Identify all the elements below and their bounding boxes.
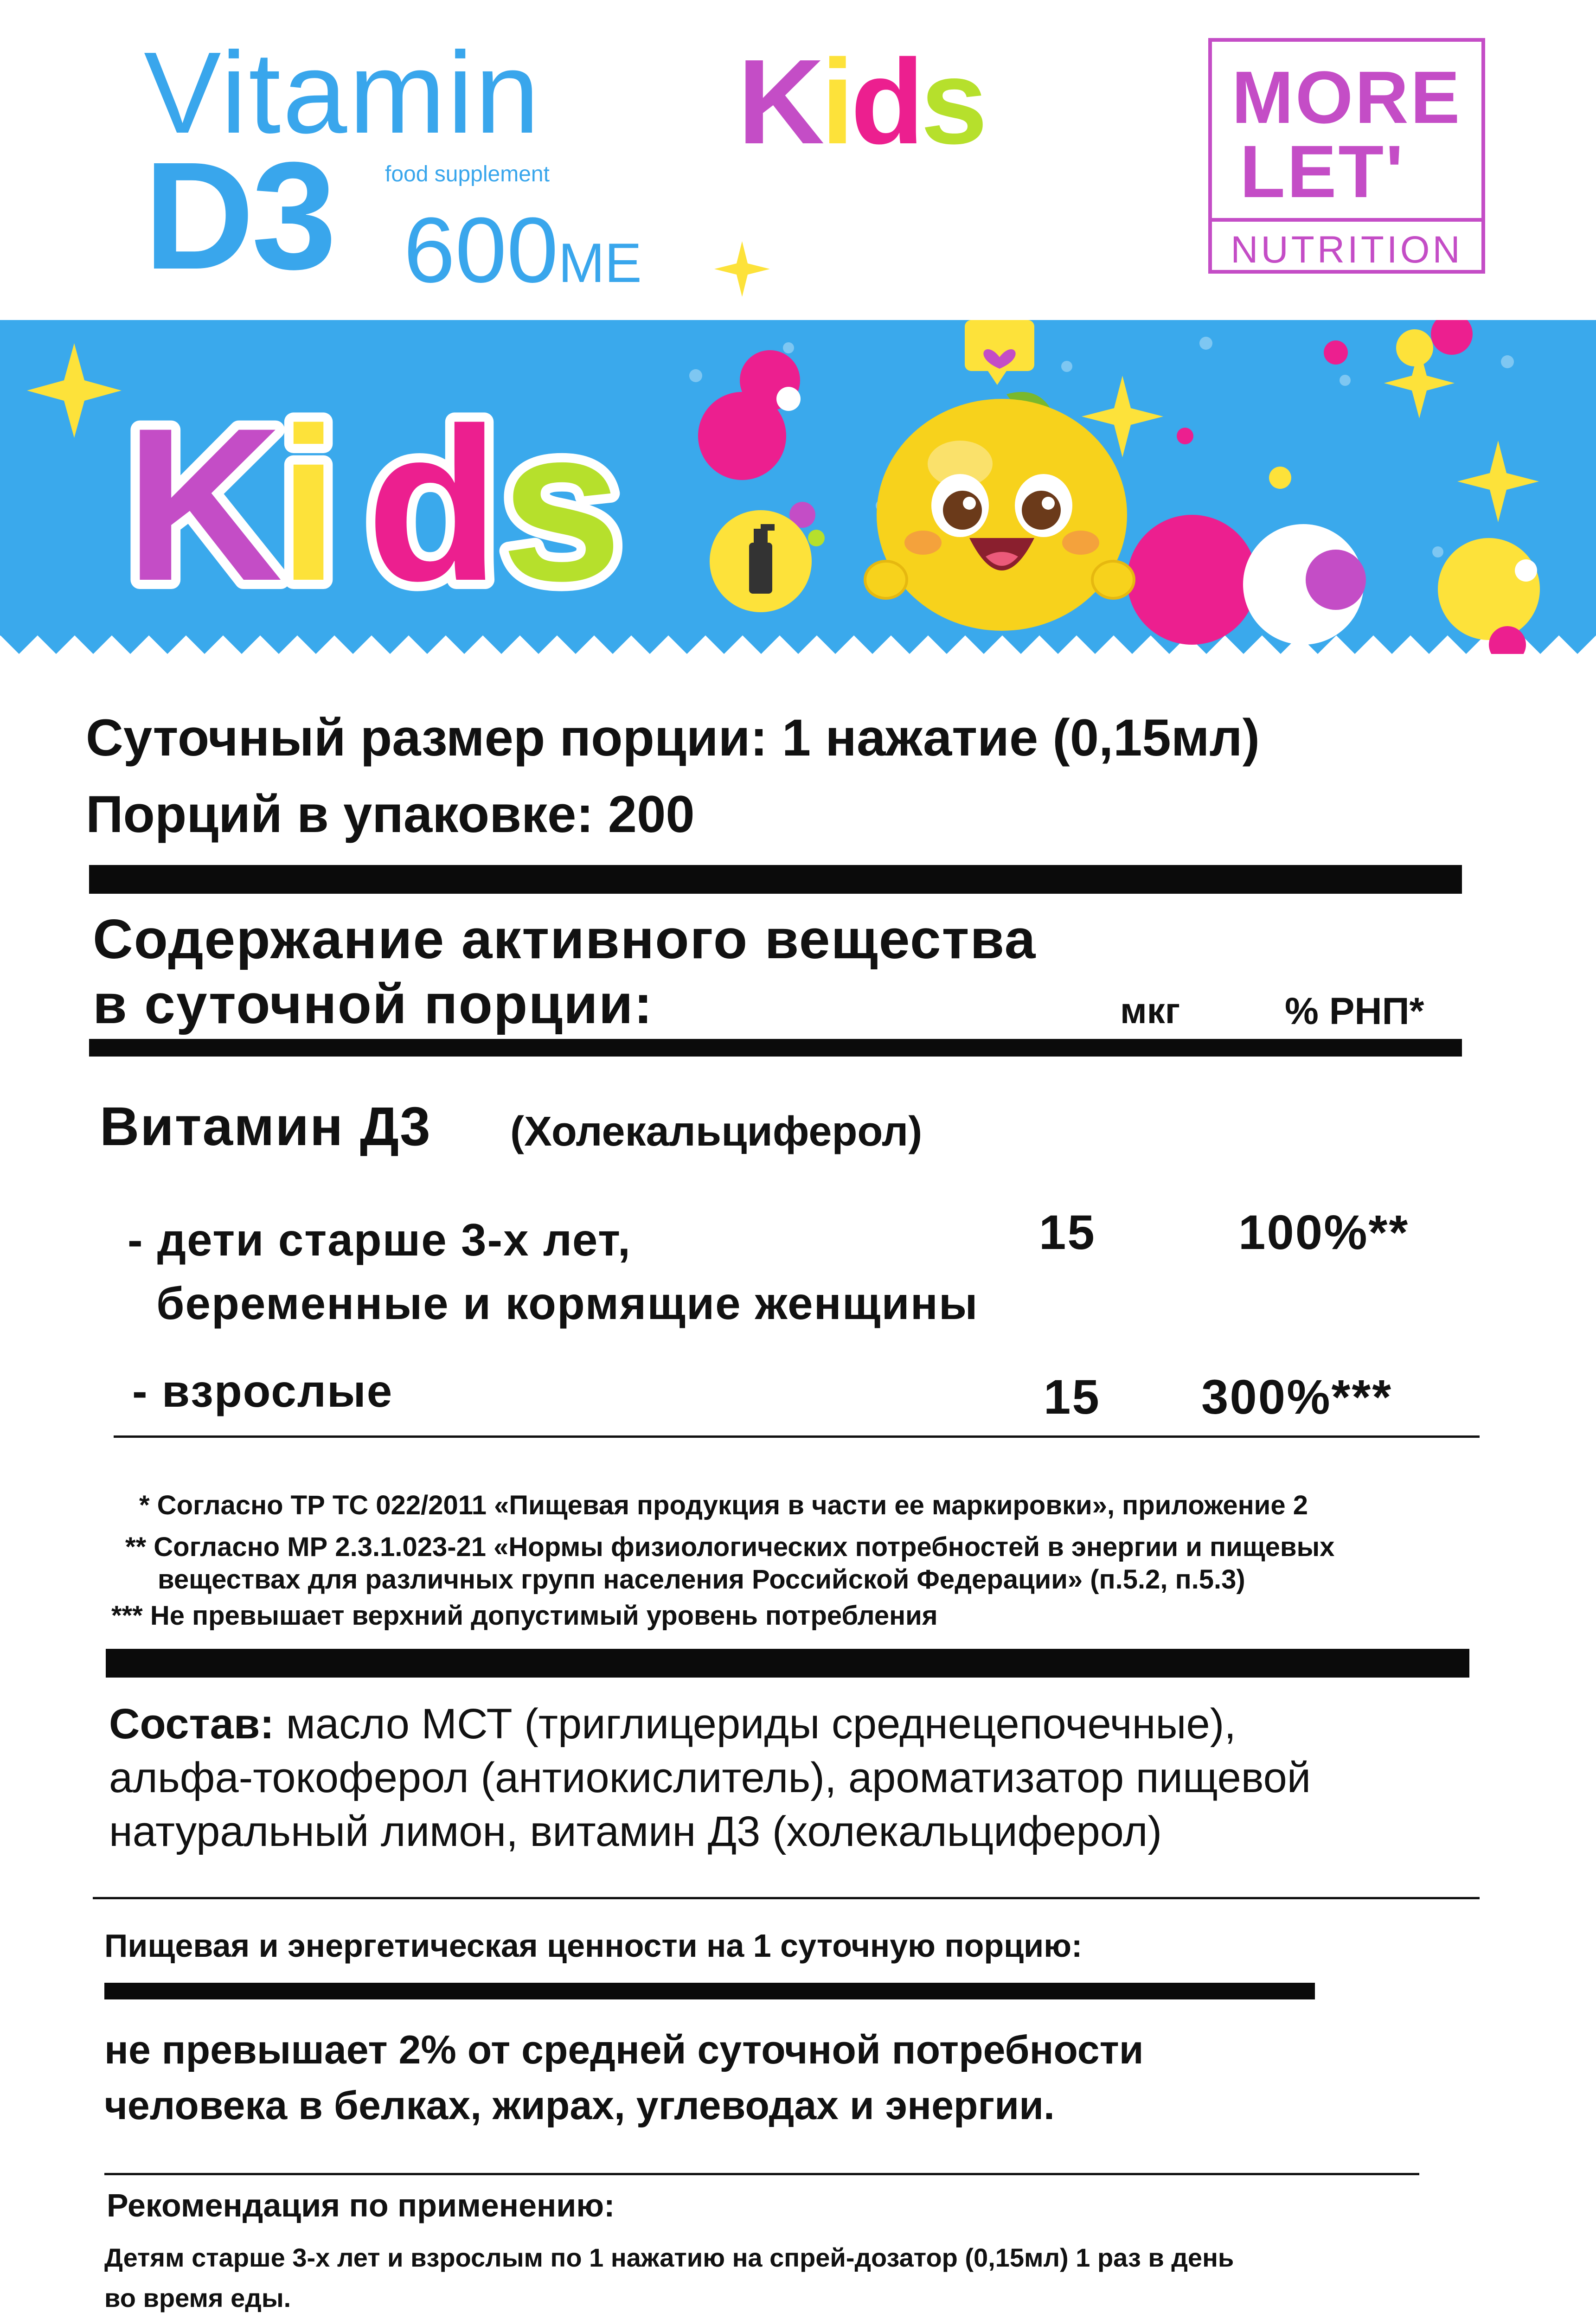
kids-letter-k: K <box>737 35 821 169</box>
logo-line-more: MORE <box>1231 56 1462 139</box>
vitamin-subname: (Холекальциферол) <box>510 1108 923 1155</box>
usage-heading: Рекомендация по применению: <box>107 2187 615 2223</box>
logo-line-nutrition: NUTRITION <box>1231 229 1463 271</box>
vitamin-name: Витамин Д3 <box>100 1096 431 1157</box>
table-row <box>128 1208 979 1335</box>
composition-line2: альфа-токоферол (антиокислитель), ароматизатор пищевой <box>109 1754 1311 1801</box>
footnote-1: * Согласно ТР ТС 022/2011 «Пищевая продукция в части ее маркировки», приложение 2 <box>139 1490 1308 1520</box>
row-rnp: 300%*** <box>1201 1370 1393 1424</box>
row-mkg: 15 <box>1039 1205 1096 1260</box>
kids-banner <box>0 320 1596 654</box>
kids-letter-d: d <box>851 35 921 169</box>
usage-line2: во время еды. <box>104 2283 291 2313</box>
d3-title: D3 <box>144 130 334 301</box>
composition-line3: натуральный лимон, витамин Д3 (холекальциферол) <box>109 1807 1162 1855</box>
divider-bar <box>89 865 1462 894</box>
footnote-2-cont: веществах для различных групп населения Российской Федерации» (п.5.2, п.5.3) <box>158 1564 1245 1595</box>
composition-label: Состав: <box>109 1700 275 1748</box>
divider-line <box>93 1897 1480 1899</box>
row-label-line1: - дети старше 3-х лет, <box>128 1214 631 1265</box>
vitamin-title: Vitamin <box>144 28 542 157</box>
row-mkg: 15 <box>1044 1370 1101 1424</box>
row-label-line2: беременные и кормящие женщины <box>156 1278 979 1329</box>
kids-letter-s: s <box>920 35 984 169</box>
active-substance-heading-line1: Содержание активного вещества <box>93 908 1037 970</box>
column-mkg: мкг <box>1120 990 1180 1031</box>
active-substance-heading <box>93 907 1036 1037</box>
row-rnp: 100%** <box>1238 1205 1410 1260</box>
table-row <box>132 1365 393 1416</box>
divider-bar <box>106 1649 1469 1678</box>
nutrition-line2: человека в белках, жирах, углеводах и энергии. <box>104 2083 1055 2128</box>
divider-bar <box>89 1039 1462 1057</box>
banner-kids-letter-i: i <box>278 383 339 626</box>
divider-line <box>104 2173 1419 2175</box>
column-rnp: % РНП* <box>1285 990 1424 1032</box>
divider-bar <box>104 1983 1315 1999</box>
brand-logo <box>1208 38 1485 274</box>
footnote-2: ** Согласно МР 2.3.1.023-21 «Нормы физиологических потребностей в энергии и пищевых <box>125 1532 1335 1562</box>
banner-kids-letter-s: s <box>501 383 622 626</box>
active-substance-heading-line2: в суточной порции: <box>93 973 654 1036</box>
daily-portion: Суточный размер порции: 1 нажатие (0,15мл) <box>86 709 1260 767</box>
banner-kids-letter-k: K <box>125 383 283 626</box>
portions-per-package: Порций в упаковке: 200 <box>86 785 695 843</box>
dose-label <box>404 199 642 302</box>
composition <box>109 1698 1500 1859</box>
kids-logo-top <box>737 35 984 169</box>
composition-line1: масло МСТ (триглицериды среднецепочечные), <box>274 1700 1236 1748</box>
divider-line <box>114 1435 1480 1438</box>
row-label-line1: - взрослые <box>132 1365 393 1416</box>
dose-value: 600 <box>404 199 558 302</box>
banner-kids-letter-d: d <box>366 383 500 626</box>
dose-unit: ME <box>558 232 642 294</box>
footnote-3: *** Не превышает верхний допустимый уровень потребления <box>111 1601 938 1631</box>
nutrition-heading: Пищевая и энергетическая ценности на 1 суточную порцию: <box>104 1928 1083 1964</box>
nutrition-body <box>104 2022 1144 2134</box>
logo-line-let: LET' <box>1240 130 1405 213</box>
food-supplement-label: food supplement <box>385 162 550 186</box>
kids-letter-i: i <box>820 35 851 169</box>
usage-body <box>104 2238 1449 2319</box>
nutrition-line1: не превышает 2% от средней суточной потребности <box>104 2028 1144 2072</box>
sparkle-icon <box>714 241 770 297</box>
logo-divider <box>1212 218 1481 222</box>
usage-line1: Детям старше 3-х лет и взрослым по 1 нажатию на спрей-дозатор (0,15мл) 1 раз в день <box>104 2243 1234 2272</box>
spray-bottle-icon <box>710 510 812 612</box>
